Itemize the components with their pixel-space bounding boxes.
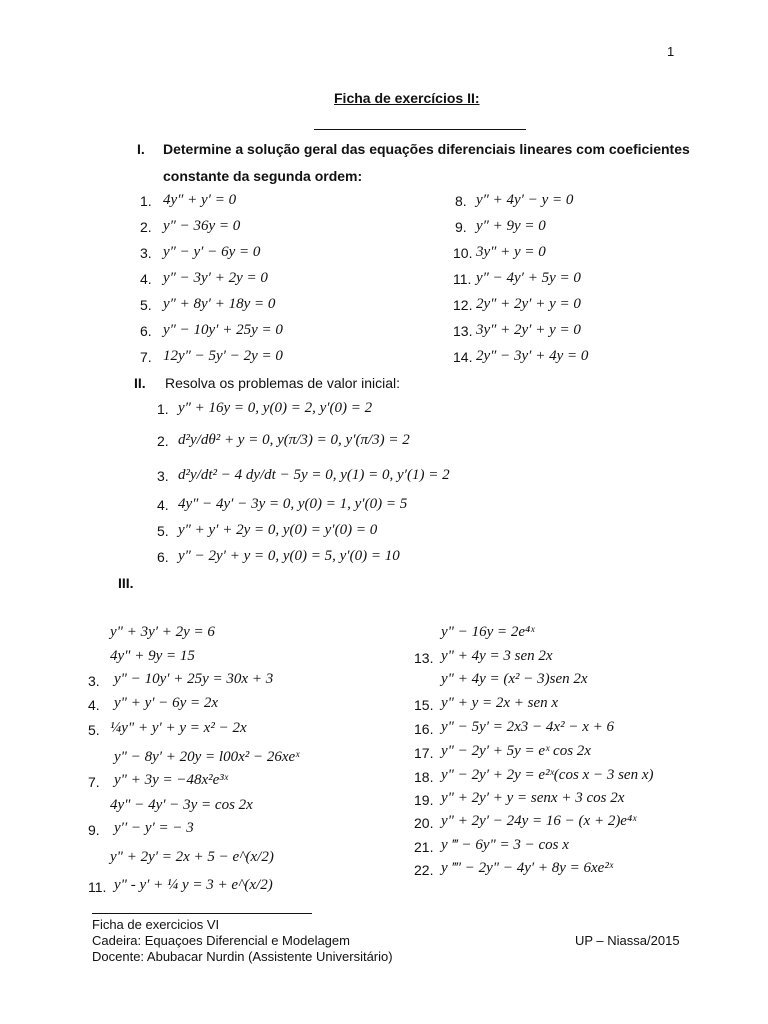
- list-number: 10.: [453, 245, 473, 261]
- list-number: 22.: [414, 862, 434, 878]
- equation: y″ + 9y = 0: [476, 218, 546, 234]
- equation: 4y" − 4y′ − 3y = cos 2x: [110, 797, 253, 813]
- list-number: 12.: [453, 297, 473, 313]
- page-number: 1: [667, 44, 675, 59]
- equation: y″ − 10y′ + 25y = 0: [163, 322, 283, 338]
- equation: y" + 2y′ − 24y = 16 − (x + 2)e⁴ˣ: [441, 813, 637, 829]
- equation: 12y″ − 5y′ − 2y = 0: [163, 348, 283, 364]
- list-item: 1.: [140, 193, 152, 209]
- page-title: Ficha de exercícios II:: [334, 90, 480, 106]
- section-3-roman: III.: [118, 575, 134, 591]
- equation: 4y" + 9y = 15: [110, 648, 195, 664]
- equation: y" + 3y′ + 2y = 6: [110, 624, 215, 640]
- list-number: 4.: [88, 697, 100, 713]
- equation: 2y″ − 3y′ + 4y = 0: [476, 348, 589, 364]
- list-number: 3.: [88, 673, 100, 689]
- equation: y″ + 8y′ + 18y = 0: [163, 296, 276, 312]
- equation: 4y″ − 4y′ − 3y = 0, y(0) = 1, y′(0) = 5: [178, 496, 408, 512]
- footer-institution: UP – Niassa/2015: [575, 933, 680, 948]
- equation: y″ + y′ + 2y = 0, y(0) = y′(0) = 0: [178, 522, 378, 538]
- equation: y" − 16y = 2e⁴ˣ: [441, 624, 535, 640]
- list-number: 16.: [414, 721, 434, 737]
- equation: y" − 2y′ + 5y = eˣ cos 2x: [441, 743, 591, 759]
- equation: d²y/dt² − 4 dy/dt − 5y = 0, y(1) = 0, y′(1) = 2: [178, 467, 450, 483]
- list-number: 4.: [157, 497, 169, 513]
- equation: y″ − 36y = 0: [163, 218, 241, 234]
- equation: y" − 10y′ + 25y = 30x + 3: [114, 671, 274, 687]
- list-number: 9.: [455, 219, 467, 235]
- title-divider: [314, 129, 526, 130]
- equation: y" + y = 2x + sen x: [441, 695, 559, 711]
- equation: y" − 2y′ + 2y = e²ˣ(cos x − 3 sen x): [441, 767, 654, 783]
- list-number: 5.: [88, 722, 100, 738]
- equation: y" + 3y = −48x²e³ˣ: [114, 772, 229, 788]
- footer-line-2: Cadeira: Equaçoes Diferencial e Modelagem: [92, 933, 350, 948]
- list-number: 1.: [157, 401, 169, 417]
- list-item: 5.: [140, 297, 152, 313]
- footer-line-1: Ficha de exercicios VI: [92, 917, 220, 932]
- equation: 3y″ + y = 0: [476, 244, 546, 260]
- equation: y″ + 16y = 0, y(0) = 2, y′(0) = 2: [178, 400, 373, 416]
- equation: y" − 8y′ + 20y = l00x² − 26xeˣ: [114, 749, 300, 765]
- equation: y′′ − y′ = − 3: [114, 820, 194, 836]
- equation: d²y/dθ² + y = 0, y(π/3) = 0, y′(π/3) = 2: [178, 432, 410, 448]
- equation: y″ − 3y′ + 2y = 0: [163, 270, 268, 286]
- equation: y" + 4y = (x² − 3)sen 2x: [441, 671, 588, 687]
- list-item: 2.: [140, 219, 152, 235]
- list-number: 5.: [157, 523, 169, 539]
- footer-divider: [92, 913, 312, 914]
- section-1-roman: I.: [137, 141, 145, 157]
- list-number: 8.: [455, 193, 467, 209]
- list-number: 18.: [414, 769, 434, 785]
- equation: y″ − 4y′ + 5y = 0: [476, 270, 581, 286]
- list-number: 9.: [88, 822, 100, 838]
- list-number: 21.: [414, 839, 434, 855]
- equation: 3y″ + 2y′ + y = 0: [476, 322, 581, 338]
- section-1-heading-line1: Determine a solução geral das equações diferenciais lineares com coeficientes: [163, 141, 690, 157]
- equation: y" - y′ + ¼ y = 3 + e^(x/2): [114, 877, 273, 893]
- list-number: 14.: [453, 349, 473, 365]
- list-number: 7.: [88, 774, 100, 790]
- list-number: 11.: [88, 879, 107, 895]
- section-1-heading-line2: constante da segunda ordem:: [163, 168, 363, 184]
- equation: y″ − 2y′ + y = 0, y(0) = 5, y′(0) = 10: [178, 548, 400, 564]
- section-2-roman: II.: [134, 375, 146, 391]
- equation: y" − 5y′ = 2x3 − 4x² − x + 6: [441, 719, 614, 735]
- section-2-heading: Resolva os problemas de valor inicial:: [165, 375, 400, 391]
- list-number: 19.: [414, 792, 434, 808]
- equation: y ‴′ − 2y" − 4y′ + 8y = 6xe²ˣ: [441, 860, 614, 876]
- equation: y" + 4y = 3 sen 2x: [441, 648, 553, 664]
- footer-line-3: Docente: Abubacar Nurdin (Assistente Universitário): [92, 949, 393, 964]
- equation: y ‴ − 6y" = 3 − cos x: [441, 837, 569, 853]
- list-number: 13.: [414, 650, 434, 666]
- equation: 2y″ + 2y′ + y = 0: [476, 296, 581, 312]
- equation: y" + 2y′ + y = senx + 3 cos 2x: [441, 790, 625, 806]
- list-number: 20.: [414, 815, 434, 831]
- list-item: 7.: [140, 349, 152, 365]
- equation: y" + y′ − 6y = 2x: [114, 695, 219, 711]
- equation: 4y″ + y′ = 0: [163, 192, 237, 208]
- list-item: 4.: [140, 271, 152, 287]
- list-item: 6.: [140, 323, 152, 339]
- list-number: 11.: [453, 271, 472, 287]
- list-number: 13.: [453, 323, 473, 339]
- list-number: 15.: [414, 697, 434, 713]
- list-number: 6.: [157, 549, 169, 565]
- equation: ¼y" + y′ + y = x² − 2x: [110, 720, 247, 736]
- equation: y″ − y′ − 6y = 0: [163, 244, 261, 260]
- list-number: 2.: [157, 433, 169, 449]
- list-item: 3.: [140, 245, 152, 261]
- equation: y" + 2y′ = 2x + 5 − e^(x/2): [110, 849, 274, 865]
- equation: y″ + 4y′ − y = 0: [476, 192, 574, 208]
- list-number: 17.: [414, 745, 434, 761]
- list-number: 3.: [157, 468, 169, 484]
